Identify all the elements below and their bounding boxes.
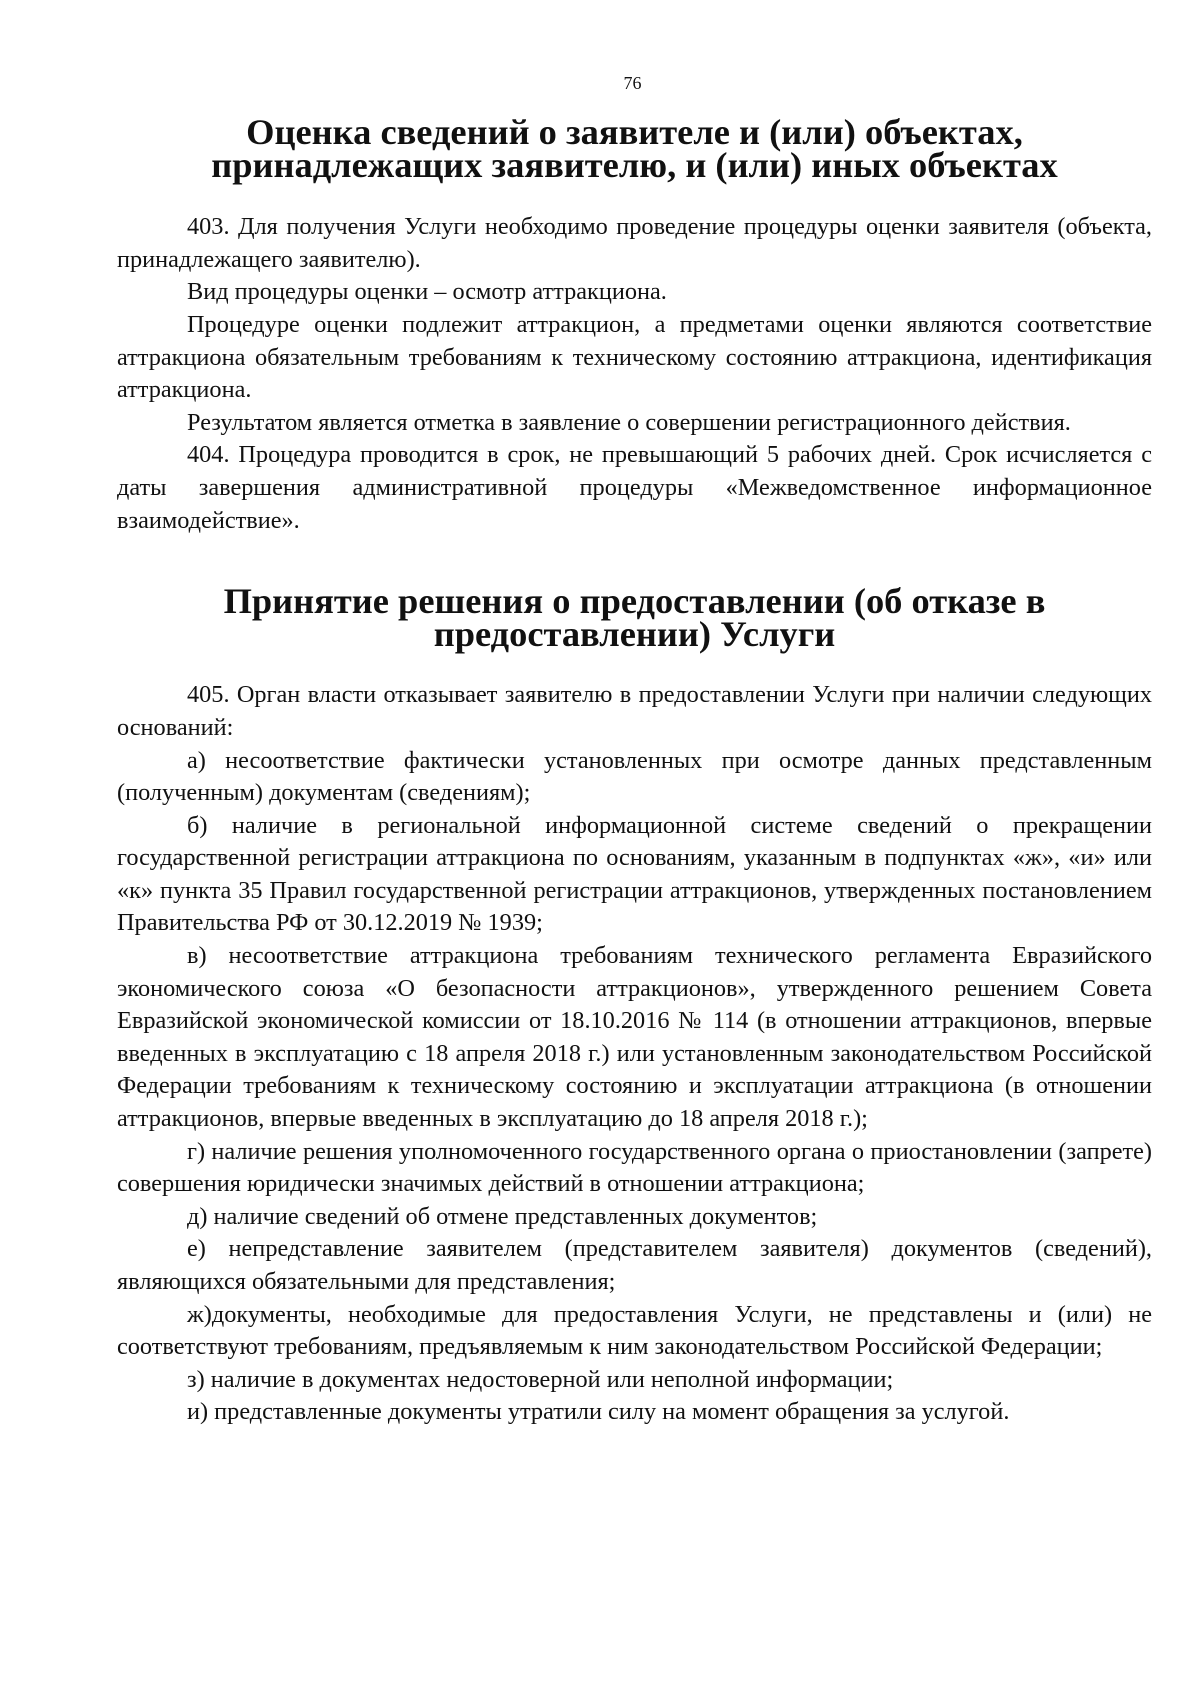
ground-zh: ж)документы, необходимые для предоставления Услуги, не представлены и (или) не соответствуют требованиям, предъявляемым к ним законодательством Российской Федерации; — [117, 1300, 1152, 1361]
ground-d: д) наличие сведений об отмене представленных документов; — [187, 1202, 818, 1230]
paragraph-result: Результатом является отметка в заявление о совершении регистрационного действия. — [187, 408, 1071, 436]
paragraph-404: 404. Процедура проводится в срок, не превышающий 5 рабочих дней. Срок исчисляется с даты завершения административной процедуры «Межведомственное информационное взаимодействие». — [117, 441, 1152, 534]
section-2-title: Принятие решения о предоставлении (об отказе в предоставлении) Услуги — [223, 581, 1046, 654]
ground-b: б) наличие в региональной информационной системе сведений о прекращении государственной регистрации аттракциона по основаниям, указанным в подпунктах «ж», «и» или «к» пункта 35 Правил государственной регистрации аттракционов, утвержденных постановлением Правительства РФ от 30.12.2019 № 1939; — [117, 811, 1152, 937]
paragraph-assessment-subject: Процедуре оценки подлежит аттракцион, а предметами оценки являются соответствие аттракциона обязательным требованиям к техническому состоянию аттракциона, идентификация аттракциона. — [117, 310, 1152, 404]
ground-z: з) наличие в документах недостоверной или неполной информации; — [187, 1365, 894, 1393]
ground-e: е) непредставление заявителем (представителем заявителя) документов (сведений), являющихся обязательными для представления; — [117, 1235, 1152, 1295]
document-content — [117, 112, 1152, 1429]
paragraph-403: 403. Для получения Услуги необходимо проведение процедуры оценки заявителя (объекта, принадлежащего заявителю). — [117, 213, 1152, 273]
ground-i: и) представленные документы утратили силу на момент обращения за услугой. — [187, 1398, 1010, 1426]
paragraph-405: 405. Орган власти отказывает заявителю в предоставлении Услуги при наличии следующих оснований: — [117, 681, 1152, 741]
paragraph-assessment-type: Вид процедуры оценки – осмотр аттракциона. — [187, 278, 667, 306]
ground-v: в) несоответствие аттракциона требованиям технического регламента Евразийского экономического союза «О безопасности аттракционов», утвержденного решением Совета Евразийской экономической комиссии от 18.10.2016 № 114 (в отношении аттракционов, впервые введенных в эксплуатацию с 18 апреля 2018 г.) или установленным законодательством Российской Федерации требованиям к техническому состоянию и эксплуатации аттракциона (в отношении аттракционов, впервые введенных в эксплуатацию до 18 апреля 2018 г.); — [117, 942, 1152, 1133]
page-number: 76 — [623, 73, 642, 93]
section-1-title: Оценка сведений о заявителе и (или) объектах, принадлежащих заявителю, и (или) иных объектах — [211, 112, 1058, 185]
ground-g: г) наличие решения уполномоченного государственного органа о приостановлении (запрете) совершения юридически значимых действий в отношении аттракциона; — [117, 1137, 1152, 1198]
ground-a: а) несоответствие фактически установленных при осмотре данных представленным (полученным) документам (сведениям); — [117, 746, 1152, 807]
